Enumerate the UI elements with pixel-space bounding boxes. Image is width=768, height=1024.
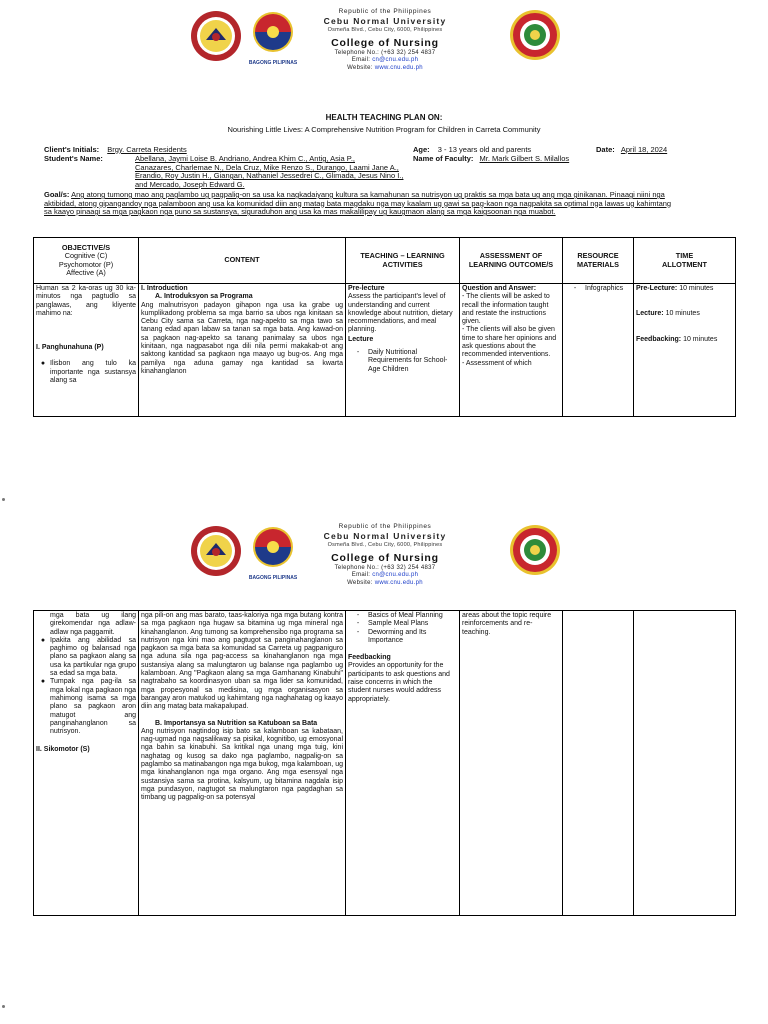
bullet-icon: ●	[40, 678, 46, 686]
date-field	[596, 146, 667, 155]
header-psychomotor: Psychomotor (P)	[58, 259, 114, 269]
students-label-wrap	[44, 155, 134, 164]
objective-bullet	[36, 360, 136, 385]
university-address: Osmeña Blvd., Cebu City, 6000, Philippines	[327, 541, 443, 548]
resource-item	[565, 285, 631, 293]
cnu-seal-icon	[190, 10, 242, 62]
goals-line: Ang atong tumong mao ang paglambo ug pagpalig-on sa usa ka nagkadaiyang kultura sa kamahunan sa nutrisyon ug praktis sa mga bata ug ang mga ginikanan. Pinaagi niini nga	[71, 190, 665, 199]
resource-item-text: Infographics	[585, 285, 624, 292]
republic-text: Republic of the Philippines	[338, 8, 432, 15]
email-link[interactable]: cn@cnu.edu.ph	[372, 57, 419, 64]
goals	[44, 191, 744, 217]
faculty-value: Mr. Mark Gilbert S. Milallos	[479, 154, 570, 163]
students-names	[135, 155, 405, 189]
republic-text: Republic of the Philippines	[338, 523, 432, 530]
faculty-field	[413, 155, 569, 164]
dash-mark: -	[356, 612, 360, 619]
header-assessment-line: ASSESSMENT OF	[479, 251, 543, 261]
content-paragraph: nga pili-on ang mas barato, taas-kaloriya nga mga butang kontra sa mga pagkaon nga hugaw sa bitamina ug mga mineral nga kinahanglanon. Ang tumong sa komprehensibo nga programa sa nutrisyon nga kini mao ang pagtugot sa panginahanglanon sa pagkaon sa mga bata sa komunidad sa Carreta ug pagpaniguro nga aduna sila nga pag-access sa kinahanglanon nga mga sustansiya alang sa malungtaron ug balanse nga paglambo ug kalamboan. Ang "Pagkaon alang sa mga Gamhanang Kinabuhi" nagtrabaho sa koordinasyon uban sa mga lider sa komunidad, mga propesyonal sa medisina, ug mga organisasyon sa barangay aron matukod ug kahimtang nga naghahatag og kaayo diin ang matag bata makapalupad.	[141, 612, 343, 711]
header-time-line: ALLOTMENT	[662, 259, 707, 269]
feedbacking-heading: Feedbacking	[348, 654, 391, 662]
table-row	[34, 611, 736, 916]
time-pre-value: 10 minutes	[679, 285, 714, 292]
age-label: Age:	[413, 145, 430, 154]
university-name: Cebu Normal University	[323, 16, 447, 27]
time-lecture	[636, 310, 733, 318]
assessment-cell	[460, 611, 563, 916]
website-label: Website:	[347, 579, 375, 586]
dash-mark: -	[356, 349, 360, 357]
email-line	[300, 57, 470, 65]
telephone-text: Telephone No.: (+63 32) 254 4837	[334, 49, 436, 56]
email-label: Email:	[351, 57, 373, 64]
header-time	[634, 238, 736, 284]
university-header	[300, 523, 470, 587]
website-line	[300, 65, 470, 73]
header-teaching-line: TEACHING – LEARNING	[360, 251, 445, 261]
content-paragraph: Ang nutrisyon nagtindog isip bato sa kalamboan sa kabataan, nag-ugmad nga nagsalikway sa pisikal, kognitibo, ug emosyonal nga bahin sa kinabuhi. Sa kritikal nga unang mga tuig, kini naghatag og kusog sa dako nga paglambo, nagpalig-on sa paglambo sa matinabangon nga mga bukog, mga kalamboan, ug mga kinahanglanon nga mga organo. Ang mga esensyal nga sustansiya sama sa protina, kalsyum, ug bitamina nagdala isip mga pundasyon, nagtugot sa malungtaron nga pagdaghan sa timbang ug pagpalig-on sa potensyal	[141, 727, 343, 802]
clients-label: Client's Initials:	[44, 145, 100, 154]
goals-line: sa kaayo pinaagi sa mga pagkaon nga puno sa sustansya, siguraduhon ang usa ka mas makalilipay ug kaugmaon alang sa mga kaigsoonan nga muabot.	[44, 207, 556, 216]
assessment-text: - The clients will also be given time to share her opinions and ask questions about the recommended interventions.	[462, 326, 557, 359]
email-line	[300, 572, 470, 580]
lecture-item	[348, 349, 457, 374]
college-of-nursing-seal-icon	[509, 524, 561, 576]
plan-title: HEALTH TEACHING PLAN ON:	[325, 113, 443, 122]
header-teaching-line: ACTIVITIES	[382, 259, 423, 269]
content-intro-heading: I. Introduction	[141, 285, 188, 292]
goals-label: Goal/s:	[44, 190, 70, 199]
lecture-heading: Lecture	[348, 335, 374, 343]
teaching-cell	[346, 284, 460, 417]
plan-subtitle: Nourishing Little Lives: A Comprehensive Nutrition Program for Children in Carreta Community	[227, 125, 541, 134]
assessment-continued: areas about the topic require reinforcements and re-teaching.	[462, 612, 552, 636]
students-line: Erandio, Roy Justin H., Giangan, Nathaniel Jessedrei C., Glimada, Jesus Nino I.,	[135, 171, 404, 180]
content-paragraph: Ang malnutrisyon padayon gihapon nga usa ka grabe ug kumplikadong problema sa mga barrio sa ubos nga kinitaan sa Cebu City sama sa Carreta, nga nag-apekto sa mga tawo sa tanang edad apan labaw sa tanan sa mga bata. Ang kawad-on sa pagkaon nag-apekto sa tanang panimalay sa ubos nga kinitaan, nga nagpasabot nga dili nila permi makakab-ot ang saktong kantidad sa pagkaon nga maayo ug bug-os. Ang mga pamilya nga aduna gamay nga kantidad sa kwarta kinahanglanon	[141, 301, 343, 375]
time-feedback-label: Feedbacking:	[636, 335, 682, 343]
dash-mark: -	[573, 285, 577, 292]
university-address: Osmeña Blvd., Cebu City, 6000, Philippines	[327, 26, 443, 33]
teaching-cell	[346, 611, 460, 916]
students-label: Student's Name:	[44, 154, 103, 163]
header-time-line: TIME	[675, 251, 694, 261]
email-link[interactable]: cn@cnu.edu.ph	[372, 572, 419, 579]
students-line: Abellana, Jaymi Loise B. Andriano, Andrea Khim C., Antig, Asia P.,	[135, 154, 355, 163]
students-line: and Mercado, Joseph Edward G.	[135, 179, 245, 189]
time-pre-label: Pre-Lecture:	[636, 285, 678, 292]
assessment-title: Question and Answer:	[462, 285, 537, 292]
pre-lecture-heading: Pre-lecture	[348, 285, 385, 292]
website-label: Website:	[347, 64, 375, 71]
date-label: Date:	[596, 145, 615, 154]
time-feedback	[636, 336, 733, 344]
objective-bullet-text: Ilisbon ang tulo ka importante nga sustansya alang sa	[50, 360, 136, 385]
bullet-icon: ●	[40, 636, 46, 644]
content-cell	[139, 611, 346, 916]
page-1	[0, 0, 768, 500]
header-teaching	[346, 238, 460, 284]
header-assessment-line: LEARNING OUTCOME/S	[468, 259, 554, 269]
lecture-item	[348, 620, 457, 628]
content-subheading: A. Introduksyon sa Programa	[155, 293, 253, 301]
resource-cell	[563, 611, 634, 916]
assessment-text: - The clients will be asked to recall the information taught and restate the instructions given.	[462, 293, 550, 326]
objective-bullet-text: Ipakita ang abilidad sa paghimo og balansad nga plano sa pagkaon alang sa usa ka partikular nga grupo sa edad sa mga bata.	[50, 636, 136, 678]
university-name: Cebu Normal University	[323, 531, 447, 542]
website-line	[300, 580, 470, 588]
page-break-marker	[2, 498, 5, 501]
assessment-cell	[460, 284, 563, 417]
clients-value: Brgy. Carreta Residents	[107, 145, 187, 154]
age-value: 3 - 13 years old and parents	[437, 145, 532, 154]
dash-mark: -	[356, 620, 360, 628]
bagong-pilipinas-label: BAGONG PILIPINAS	[248, 60, 298, 66]
college-name: College of Nursing	[331, 551, 439, 564]
objective-bullet-text: Tumpak nga pag-ila sa mga lokal nga pagkaon nga mahimong isama sa mga plano sa pagkaon aron matugot ang panginahanglanon sa nutrisyon.	[50, 678, 137, 736]
date-value: April 18, 2024	[620, 145, 668, 154]
header-affective: Affective (A)	[66, 267, 106, 277]
time-pre-lecture	[636, 285, 733, 293]
content-cell	[139, 284, 346, 417]
time-feedback-value: 10 minutes	[683, 335, 718, 343]
header-content: CONTENT	[139, 238, 346, 284]
lecture-item	[348, 629, 457, 646]
header-assessment	[460, 238, 563, 284]
header-resource-line: RESOURCE	[577, 251, 619, 261]
time-cell	[634, 284, 736, 417]
content-subheading: B. Importansya sa Nutrition sa Katuboan sa Bata	[155, 719, 318, 727]
objective-bullet	[36, 637, 136, 678]
bagong-pilipinas-icon	[247, 10, 299, 62]
faculty-label: Name of Faculty:	[413, 154, 474, 163]
table-row	[34, 284, 736, 417]
objective-cell	[34, 611, 139, 916]
page-2	[0, 515, 768, 1024]
header-objective	[34, 238, 139, 284]
header-resource	[563, 238, 634, 284]
goals-line: aktibidad, atong gipangandoy nga palamboon ang usa ka komunidad diin ang matag bata magdaku nga may kaalam ug gawi sa pag-kaon nga nagpakita sa optimal nga lawas ug kahimtang	[44, 198, 672, 208]
college-name: College of Nursing	[331, 36, 439, 49]
time-lecture-label: Lecture:	[636, 310, 664, 318]
college-of-nursing-seal-icon	[509, 9, 561, 61]
time-cell	[634, 611, 736, 916]
website-link[interactable]: www.cnu.edu.ph	[374, 64, 423, 71]
feedbacking-text: Provides an opportunity for the participants to ask questions and raise concerns in which the student nurses would address appropriately.	[348, 662, 450, 703]
header-resource-line: MATERIALS	[576, 259, 620, 269]
telephone-text: Telephone No.: (+63 32) 254 4837	[334, 564, 436, 571]
time-lecture-value: 10 minutes	[665, 310, 700, 318]
objective-cell	[34, 284, 139, 417]
objective-continued: mga bata ug ilang girekomendar nga adlaw-adlaw nga paggamit.	[50, 612, 136, 636]
header-objective-title: OBJECTIVE/S	[61, 242, 111, 252]
email-label: Email:	[351, 572, 373, 579]
assessment-text: - Assessment of which	[462, 359, 532, 367]
table-header-row	[34, 238, 736, 284]
cnu-seal-icon	[190, 525, 242, 577]
objective-intro: Human sa 2 ka-oras ug 30 ka-minutos nga pagtudlo sa panglawas, ang kliyente mahimo na:	[36, 285, 136, 317]
teaching-plan-table-page1	[33, 237, 736, 417]
pre-lecture-text: Assess the participant's level of understanding and current knowledge about nutrition, dietary recommendations, and meal planning.	[348, 293, 453, 334]
resource-cell	[563, 284, 634, 417]
lecture-item-text: Deworming and Its Importance	[368, 628, 427, 644]
lecture-item	[348, 612, 457, 620]
page-break-marker	[2, 1005, 5, 1008]
header-cognitive: Cognitive (C)	[64, 251, 108, 261]
lecture-item-text: Basics of Meal Planning	[368, 612, 443, 619]
website-link[interactable]: www.cnu.edu.ph	[374, 579, 423, 586]
students-line: Canazares, Charlemae N., Dela Cruz, Mike Renzo S., Durango, Laami Jane A.,	[135, 162, 399, 172]
dash-mark: -	[356, 628, 360, 636]
objective-bullet	[36, 678, 136, 736]
bagong-pilipinas-label: BAGONG PILIPINAS	[248, 575, 298, 581]
university-header	[300, 8, 470, 72]
lecture-item-text: Daily Nutritional Requirements for School-Age Children	[368, 349, 448, 373]
teaching-plan-table-page2	[33, 610, 736, 916]
objective-heading: I. Panghunahuna (P)	[36, 344, 104, 352]
bagong-pilipinas-icon	[247, 525, 299, 577]
objective-heading: II. Sikomotor (S)	[36, 746, 90, 754]
lecture-item-text: Sample Meal Plans	[368, 620, 429, 628]
bullet-icon: ●	[40, 360, 46, 368]
